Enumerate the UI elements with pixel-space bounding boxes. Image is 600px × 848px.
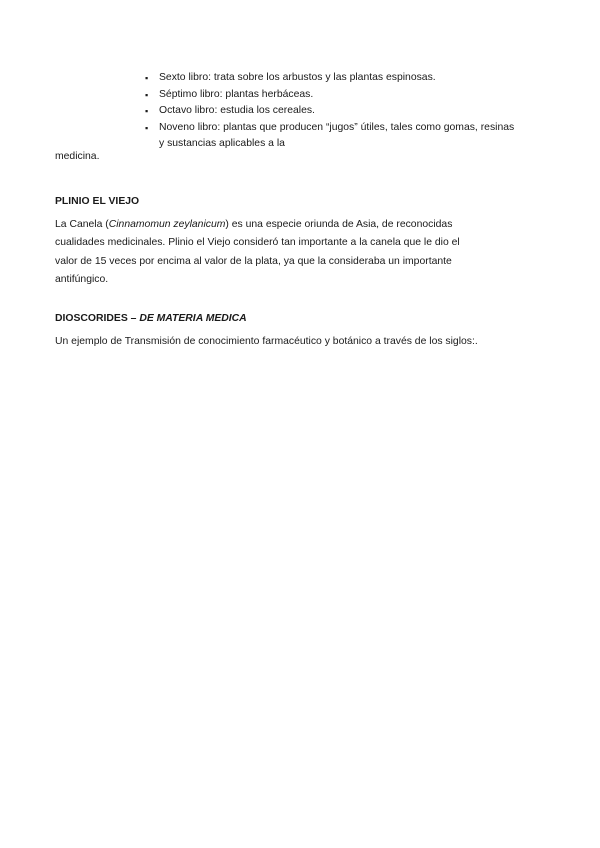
- list-item-text-continued: y sustancias aplicables a la: [159, 138, 285, 149]
- bullet-icon: ▪: [145, 89, 149, 100]
- section-heading-dioscorides: [55, 311, 247, 327]
- paragraph-line: cualidades medicinales. Plinio el Viejo consideró tan importante a la canela que le dio el: [55, 237, 460, 249]
- heading-italic-text: DE MATERIA MEDICA: [139, 313, 247, 324]
- list-item-text: Séptimo libro: plantas herbáceas.: [159, 88, 314, 100]
- paragraph-line: valor de 15 veces por encima al valor de la plata, ya que la consideraba un importante: [55, 255, 452, 267]
- dioscorides-paragraph: Un ejemplo de Transmisión de conocimiento farmacéutico y botánico a través de los siglos:.: [55, 336, 478, 347]
- list-item-text: Octavo libro: estudia los cereales.: [159, 105, 315, 116]
- section-heading-plinio: PLINIO EL VIEJO: [55, 196, 140, 207]
- plinio-paragraph: [55, 216, 515, 290]
- list-item: [143, 70, 563, 87]
- paragraph-text: ) es una especie oriunda de Asia, de reconocidas: [225, 219, 453, 230]
- heading-text: DIOSCORIDES –: [55, 313, 140, 324]
- bullet-icon: ▪: [145, 122, 149, 133]
- bullet-icon: ▪: [145, 106, 149, 116]
- paragraph-text: La Canela (: [55, 219, 109, 230]
- list-continuation-text: medicina.: [55, 151, 100, 162]
- list-item-text: Sexto libro: trata sobre los arbustos y las plantas espinosas.: [159, 72, 436, 83]
- list-item: [143, 120, 563, 153]
- list-item: [143, 87, 563, 104]
- species-name: Cinnamomun zeylanicum: [108, 219, 226, 230]
- paragraph-line: [55, 216, 515, 234]
- paragraph-line: antifúngico.: [55, 274, 109, 286]
- bullet-icon: ▪: [145, 73, 149, 83]
- list-item-text: Noveno libro: plantas que producen “jugos” útiles, tales como gomas, resinas: [159, 121, 515, 133]
- book-list: [143, 70, 563, 153]
- list-item: [143, 103, 563, 120]
